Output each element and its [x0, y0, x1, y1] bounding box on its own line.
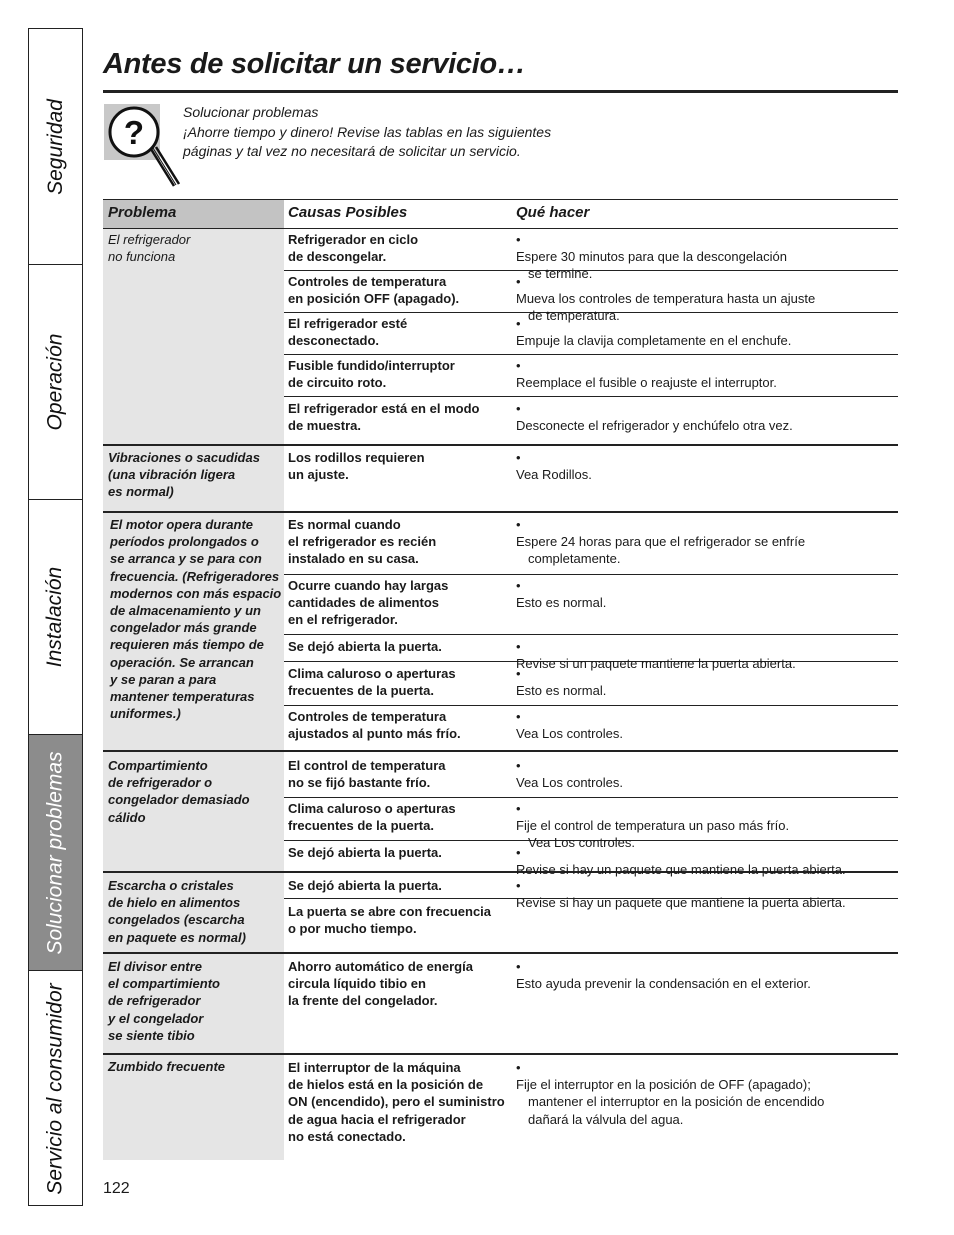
- svg-text:?: ?: [123, 114, 145, 151]
- intro-text: [183, 103, 551, 162]
- page-number: 122: [103, 1180, 130, 1197]
- cause-cell: Se dejó abierta la puerta.: [288, 845, 442, 860]
- cause-cell: Ocurre cuando hay largas cantidades de alimentos en el refrigerador.: [288, 578, 449, 628]
- intro-line: páginas y tal vez no necesitará de solicitar un servicio.: [183, 143, 521, 159]
- row-rule: [284, 396, 898, 397]
- question-magnifier-icon: [104, 104, 182, 190]
- cause-cell: Controles de temperatura ajustados al punto más frío.: [288, 709, 461, 742]
- problem-cell: El refrigerador no funciona: [108, 232, 191, 265]
- cause-cell: Refrigerador en ciclo de descongelar.: [288, 232, 419, 265]
- action-cell: • Espere 30 minutos para que la descongelación se termine.: [516, 231, 892, 283]
- problem-cell: Compartimiento de refrigerador o congelador demasiado cálido: [108, 758, 250, 825]
- row-rule: [284, 797, 898, 798]
- action-cell: • Espere 24 horas para que el refrigerador se enfríe completamente.: [516, 516, 892, 568]
- action-cell: • Revise si hay un paquete que mantiene la puerta abierta.: [516, 877, 892, 911]
- cause-cell: Los rodillos requieren un ajuste.: [288, 450, 425, 483]
- action-cell: • Fije el control de temperatura un paso más frío. Vea Los controles.: [516, 800, 892, 852]
- cause-cell: Clima caluroso o aperturas frecuentes de la puerta.: [288, 801, 456, 834]
- side-tabs: [28, 28, 83, 1206]
- group-rule: [103, 444, 898, 446]
- problem-cell: Escarcha o cristales de hielo en alimentos congelados (escarcha en paquete es normal): [108, 878, 246, 945]
- action-cell: • Revise si hay un paquete que mantiene la puerta abierta.: [516, 844, 892, 878]
- action-cell: • Fije el interruptor en la posición de OFF (apagado); mantener el interruptor en la posición de encendido dañará la válvula del agua.: [516, 1059, 892, 1128]
- tab-servicio-al-consumidor[interactable]: Servicio al consumidor: [43, 983, 67, 1195]
- problem-cell: Vibraciones o sacudidas (una vibración ligera es normal): [108, 450, 260, 500]
- group-rule: [103, 1053, 898, 1055]
- cause-cell: El refrigerador está en el modo de muestra.: [288, 401, 480, 434]
- action-cell: • Empuje la clavija completamente en el enchufe.: [516, 315, 892, 349]
- group-rule: [103, 952, 898, 954]
- page-title: Antes de solicitar un servicio…: [103, 48, 526, 80]
- cause-cell: Ahorro automático de energía circula líquido tibio en la frente del congelador.: [288, 959, 473, 1009]
- header-que-hacer: Qué hacer: [516, 204, 590, 221]
- cause-cell: El interruptor de la máquina de hielos está en la posición de ON (encendido), pero el suministro de agua hacia el refrigerador no está conectado.: [288, 1060, 505, 1144]
- header-problema: Problema: [108, 204, 177, 221]
- action-cell: • Esto es normal.: [516, 577, 892, 611]
- cause-cell: Se dejó abierta la puerta.: [288, 639, 442, 654]
- intro-line: ¡Ahorre tiempo y dinero! Revise las tablas en las siguientes: [183, 123, 552, 140]
- action-cell: • Vea Los controles.: [516, 708, 892, 742]
- row-rule: [284, 634, 898, 635]
- group-rule: [103, 750, 898, 752]
- action-cell: • Vea Rodillos.: [516, 449, 892, 483]
- problem-cell: Zumbido frecuente: [108, 1059, 226, 1074]
- action-cell: • Vea Los controles.: [516, 757, 892, 791]
- cause-cell: Es normal cuando el refrigerador es recién instalado en su casa.: [288, 517, 437, 567]
- action-cell: • Esto ayuda prevenir la condensación en el exterior.: [516, 958, 892, 992]
- cause-cell: La puerta se abre con frecuencia o por mucho tiempo.: [288, 904, 492, 937]
- tab-solucionar-problemas[interactable]: Solucionar problemas: [29, 735, 82, 971]
- action-cell: • Revise si un paquete mantiene la puerta abierta.: [516, 638, 892, 672]
- cause-cell: Fusible fundido/interruptor de circuito roto.: [288, 358, 455, 391]
- problem-cell: El divisor entre el compartimiento de refrigerador y el congelador se siente tibio: [108, 959, 220, 1043]
- tab-seguridad[interactable]: Seguridad: [29, 29, 82, 265]
- cause-cell: El refrigerador esté desconectado.: [288, 316, 408, 349]
- title-rule: [103, 90, 898, 93]
- action-cell: • Mueva los controles de temperatura hasta un ajuste de temperatura.: [516, 273, 892, 325]
- action-cell: • Reemplace el fusible o reajuste el interruptor.: [516, 357, 892, 391]
- row-rule: [284, 705, 898, 706]
- cause-cell: El control de temperatura no se fijó bastante frío.: [288, 758, 446, 791]
- tab-operacion[interactable]: Operación: [29, 265, 82, 500]
- cause-cell: Clima caluroso o aperturas frecuentes de la puerta.: [288, 666, 456, 699]
- row-rule: [284, 574, 898, 575]
- header-rule: [103, 228, 898, 229]
- header-causas-posibles: Causas Posibles: [288, 204, 408, 221]
- intro-heading: Solucionar problemas: [183, 104, 319, 120]
- cause-cell: Se dejó abierta la puerta.: [288, 878, 442, 893]
- cause-cell: Controles de temperatura en posición OFF (apagado).: [288, 274, 460, 307]
- action-cell: • Esto es normal.: [516, 665, 892, 699]
- tab-instalacion[interactable]: Instalación: [29, 500, 82, 735]
- problem-cell: El motor opera durante períodos prolongados o se arranca y se para con frecuencia. (Refrigeradores modernos con más espacio de almacenamiento y un congelador más grande requieren más tiempo de operación. Se arrancan y se paran a para mantener temperaturas uniformes.): [110, 517, 282, 722]
- group-rule: [103, 511, 898, 513]
- action-cell: • Desconecte el refrigerador y enchúfelo otra vez.: [516, 400, 892, 434]
- row-rule: [284, 354, 898, 355]
